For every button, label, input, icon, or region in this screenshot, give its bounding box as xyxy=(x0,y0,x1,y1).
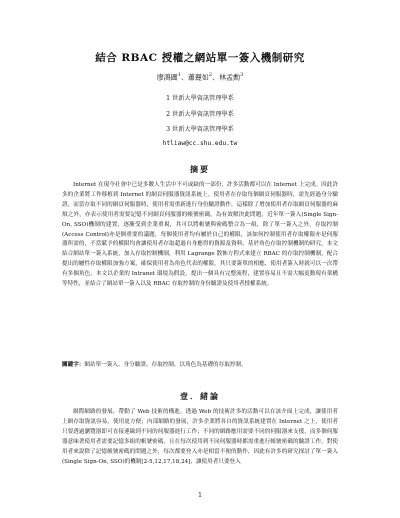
affiliation: 1 世新大學資訊管理學系 xyxy=(166,95,234,102)
author-name: 林孟勳 xyxy=(219,73,241,82)
author-sup: 3 xyxy=(240,72,244,78)
author-list xyxy=(0,72,400,82)
affiliation: 3 世新大學資訊管理學系 xyxy=(166,126,234,133)
keywords xyxy=(62,361,338,371)
author-name: 蕭麗如 xyxy=(187,73,209,82)
keywords-label: 關鍵字： xyxy=(62,362,85,368)
page-number: 1 xyxy=(198,492,202,499)
author-separator: 、 xyxy=(212,73,220,82)
author-sup: 2 xyxy=(208,72,213,78)
section-body-text: 網際網路的發展，帶動了 Web 技術的構進，透過 Web 的技術許多的活動可以在該介面上完成，讓使用者上網存取資訊容易，使用更方便；內部網路的發展，許多企業將各自的資訊系統建置在 Internet 之上，使用者只要透過瀏覽器即可直接連線到不同的伺服器進行工作；不同的網路應用需要不同的伺服器來支援，而多個伺服器意味著使用者需要記憶多組的帳號密碼，且在每次使用到不同伺服器時都需重進行帳號密碼的驗證工作，對使用者來說除了記憶帳號密碼的問題之外，每次都要登入亦是相當不便的動作，因此有許多的研究探討了單一簽入(Single Sign-On, SSO)的機制[2-5,12,17,18,24]，讓使用者只要登入 xyxy=(62,409,338,465)
author-email: htliaw@cc.shu.edu.tw xyxy=(162,140,238,147)
keywords-text: 網站單一簽入、身分驗證、存取控制、以角色為基礎的存取控制。 xyxy=(84,362,247,368)
affiliation: 2 世新大學資訊管理學系 xyxy=(166,111,234,118)
paper-title: 結合 RBAC 授權之網站單一簽入機制研究 xyxy=(95,52,305,64)
author-sup: 1 xyxy=(177,72,181,78)
author-separator: 、 xyxy=(180,73,188,82)
abstract-heading: 摘要 xyxy=(190,164,210,174)
author-name: 廖鴻圖 xyxy=(156,73,178,82)
section-heading: 壹．緒論 xyxy=(180,391,220,401)
abstract-text: Internet 在現今社會中已是多數人生活中不可或缺的一部份，許多活動都可以在 Internet 上完成。因此許多的企業將工作移植到 Internet 的網頁伺服器資訊系統上。使用者在存取每個網頁伺服器時，需先經過身分驗證，而當存取不同的網頁伺服器時，使用者需重新進行身份驗證動作，這樣除了增加使用者存取網頁伺服器的麻煩之外，亦表示使用者需要記憶不同網頁伺服器的帳號密碼，為有效解決此問題，近年單一簽入(Single Sign-On, SSO)機制的建置，逐漸受到企業重視，其可以將帳號與密碼整合為一組，除了單一簽入之外，存取控制(Access Control)亦是個重要的議題，每個使用者均有屬於自己的權限，該如何控制使用者存取權限亦是伺服器所需的，不當賦予的權限均會讓使用者存取超過自身應得的資源及資料，基於角色存取控制機制的研究，本文結合網站單一簽入系統，加入存取控制機制，利用 Lagrange 散佈方程式來建立 RBAC 的存取控制機制，配合提出的屬性存取權限加強方案，確保使用者為角色代表的權限，其只要簽單的相應，使用者簽入時就可以一次帶有多個角色，本文以企業的 Intranet 環境為假設，提出一個具有完整流程，建置容易且不需大幅更動現有架構等特性，並結合了網站單一簽入以及 RBAC 存取控制的身份驗證及使用者授權系統。 xyxy=(62,182,338,288)
